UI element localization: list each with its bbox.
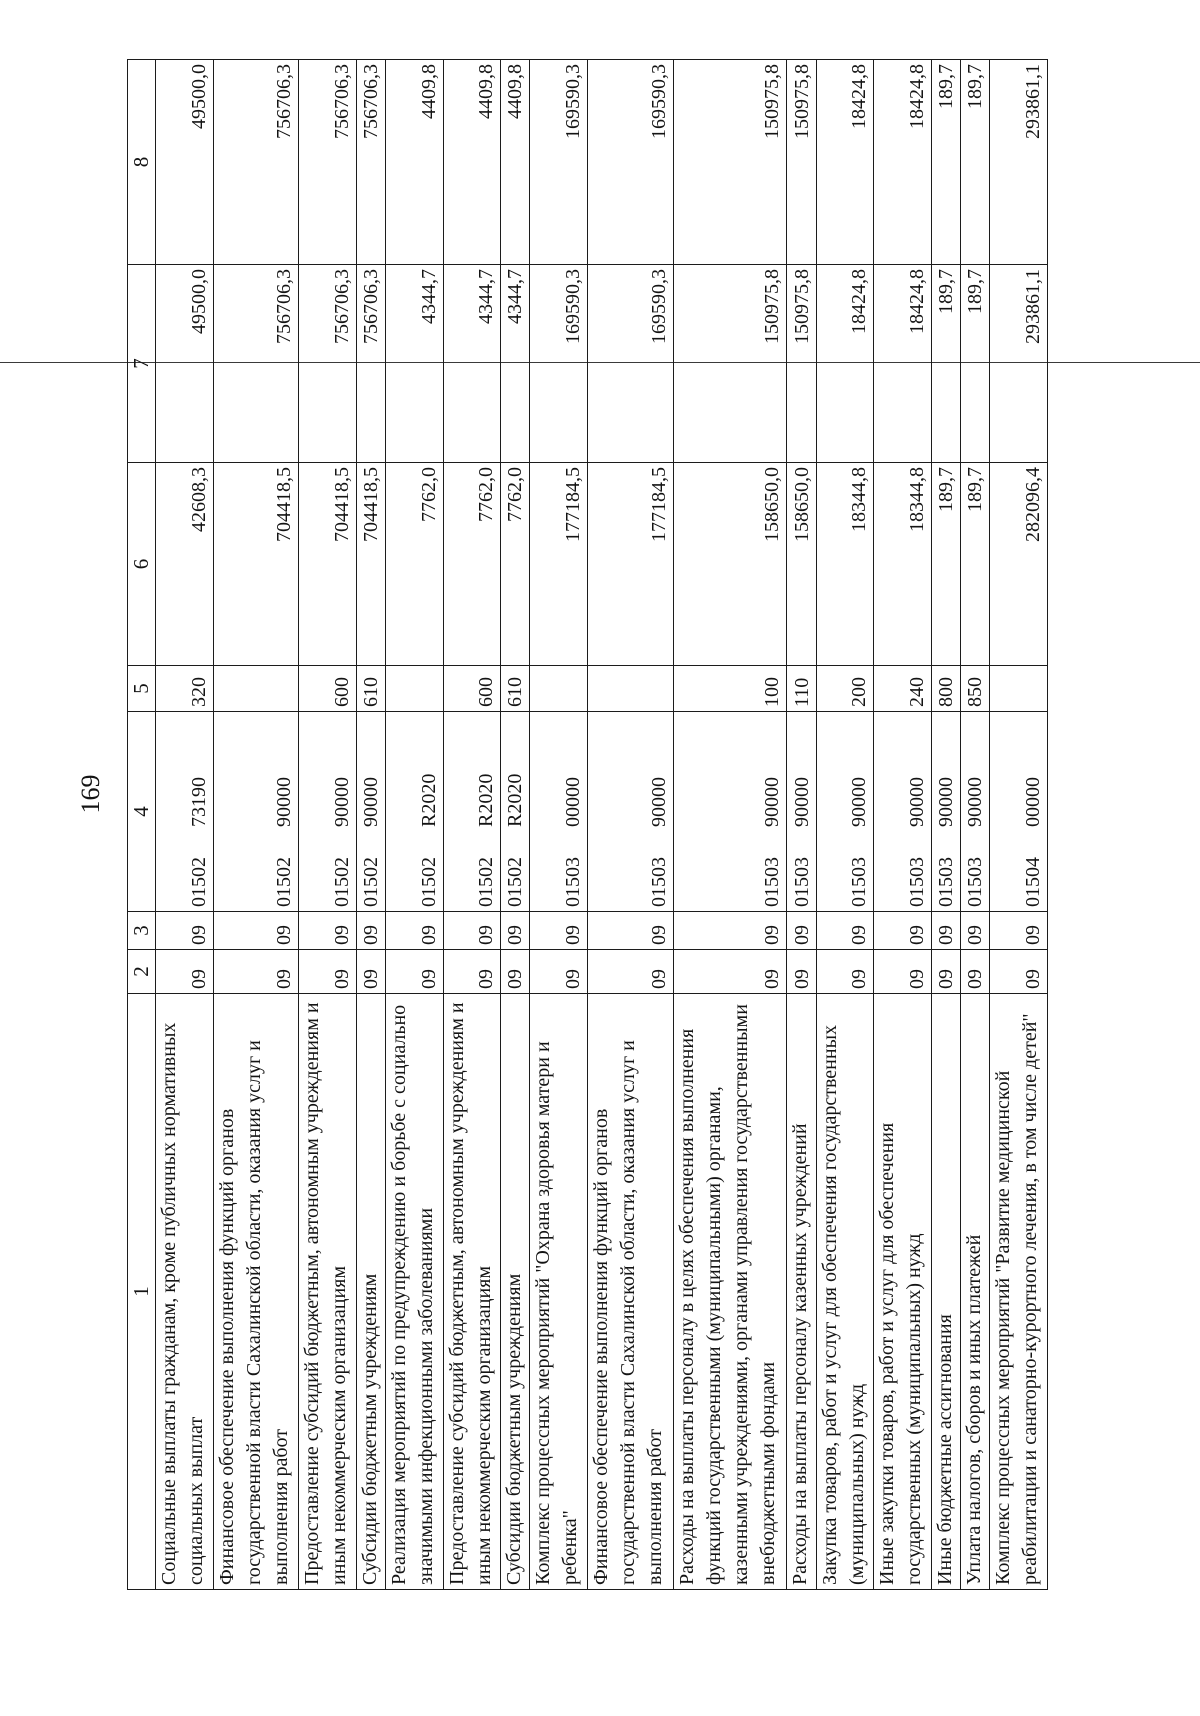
section-code-cell: 09 <box>356 950 385 994</box>
target-article-suffix: 90000 <box>935 777 957 827</box>
amount-year3-cell: 756706,3 <box>356 60 385 265</box>
column-header-4: 4 <box>128 712 156 912</box>
subsection-code-cell: 09 <box>356 912 385 950</box>
column-header-2: 2 <box>128 950 156 994</box>
amount-year2-cell: 756706,3 <box>213 265 299 463</box>
row-name-cell: Комплекс процессных мероприятий "Охрана здоровья матери и ребенка" <box>530 994 588 1590</box>
amount-year3-cell: 189,7 <box>961 60 990 265</box>
expense-type-cell: 800 <box>931 666 960 712</box>
budget-table <box>127 59 1048 1590</box>
target-article-prefix: 01503 <box>561 857 584 907</box>
target-article-prefix: 01502 <box>360 857 382 907</box>
target-article-prefix: 01504 <box>1022 857 1044 907</box>
subsection-code-cell: 09 <box>787 912 816 950</box>
table-row <box>386 60 444 1590</box>
target-article-suffix: R2020 <box>417 773 440 827</box>
row-name-cell: Предоставление субсидий бюджетным, автономным учреждениям и иным некоммерческим организациям <box>299 994 357 1590</box>
expense-type-cell <box>530 666 588 712</box>
section-code-cell: 09 <box>874 950 932 994</box>
target-article-suffix: 90000 <box>848 777 871 827</box>
row-name-cell: Социальные выплаты гражданам, кроме публичных нормативных социальных выплат <box>156 994 214 1590</box>
target-article-suffix: 90000 <box>360 777 382 827</box>
subsection-code-cell: 09 <box>816 912 874 950</box>
target-article-cell <box>386 712 444 912</box>
table-row <box>816 60 874 1590</box>
column-header-8: 8 <box>128 60 156 265</box>
amount-year2-cell: 756706,3 <box>356 265 385 463</box>
column-header-6: 6 <box>128 463 156 666</box>
target-article-prefix: 01502 <box>187 857 210 907</box>
table-row <box>961 60 990 1590</box>
target-article-suffix: 90000 <box>964 777 987 827</box>
amount-year1-cell: 18344,8 <box>874 463 932 666</box>
section-code-cell: 09 <box>816 950 874 994</box>
amount-year2-cell: 169590,3 <box>530 265 588 463</box>
subsection-code-cell: 09 <box>587 912 673 950</box>
target-article-cell <box>990 712 1048 912</box>
subsection-code-cell: 09 <box>990 912 1048 950</box>
table-row <box>990 60 1048 1590</box>
amount-year1-cell: 177184,5 <box>530 463 588 666</box>
target-article-suffix: R2020 <box>475 773 497 827</box>
section-code-cell: 09 <box>530 950 588 994</box>
expense-type-cell: 110 <box>787 666 816 712</box>
table-row <box>530 60 588 1590</box>
row-name-cell: Субсидии бюджетным учреждениям <box>501 994 530 1590</box>
subsection-code-cell: 09 <box>501 912 530 950</box>
amount-year1-cell: 7762,0 <box>501 463 530 666</box>
subsection-code-cell: 09 <box>386 912 444 950</box>
column-header-7: 7 <box>128 265 156 463</box>
section-code-cell: 09 <box>213 950 299 994</box>
amount-year1-cell: 7762,0 <box>386 463 444 666</box>
target-article-prefix: 01502 <box>273 857 296 907</box>
target-article-cell <box>961 712 990 912</box>
section-code-cell: 09 <box>299 950 357 994</box>
target-article-prefix: 01503 <box>964 857 987 907</box>
table-row <box>587 60 673 1590</box>
amount-year3-cell: 293861,1 <box>990 60 1048 265</box>
target-article-cell <box>874 712 932 912</box>
expense-type-cell: 610 <box>356 666 385 712</box>
row-name-cell: Расходы на выплаты персоналу в целях обеспечения выполнения функций государственными (муниципальными) органами, казенными учреждениями, органами управления государственными внебюджетными фондами <box>673 994 787 1590</box>
amount-year1-cell: 7762,0 <box>443 463 501 666</box>
target-article-prefix: 01503 <box>848 857 871 907</box>
amount-year1-cell: 704418,5 <box>299 463 357 666</box>
target-article-prefix: 01502 <box>330 857 353 907</box>
amount-year2-cell: 18424,8 <box>816 265 874 463</box>
section-code-cell: 09 <box>501 950 530 994</box>
amount-year3-cell: 756706,3 <box>299 60 357 265</box>
target-article-cell <box>501 712 530 912</box>
target-article-suffix: 90000 <box>330 777 353 827</box>
subsection-code-cell: 09 <box>961 912 990 950</box>
subsection-code-cell: 09 <box>530 912 588 950</box>
row-name-cell: Финансовое обеспечение выполнения функций органов государственной власти Сахалинской области, оказания услуг и выполнения работ <box>213 994 299 1590</box>
target-article-suffix: 00000 <box>561 777 584 827</box>
target-article-cell <box>673 712 787 912</box>
target-article-cell <box>931 712 960 912</box>
amount-year3-cell: 4409,8 <box>443 60 501 265</box>
table-body <box>156 60 1048 1590</box>
subsection-code-cell: 09 <box>213 912 299 950</box>
subsection-code-cell: 09 <box>299 912 357 950</box>
table-row <box>213 60 299 1590</box>
target-article-suffix: 90000 <box>761 777 784 827</box>
section-code-cell: 09 <box>961 950 990 994</box>
target-article-cell <box>787 712 816 912</box>
amount-year1-cell: 189,7 <box>961 463 990 666</box>
target-article-suffix: 73190 <box>187 777 210 827</box>
target-article-prefix: 01503 <box>790 857 813 907</box>
amount-year3-cell: 18424,8 <box>874 60 932 265</box>
table-row <box>787 60 816 1590</box>
target-article-cell <box>356 712 385 912</box>
amount-year1-cell: 189,7 <box>931 463 960 666</box>
section-code-cell: 09 <box>587 950 673 994</box>
section-code-cell: 09 <box>156 950 214 994</box>
row-name-cell: Уплата налогов, сборов и иных платежей <box>961 994 990 1590</box>
target-article-suffix: 90000 <box>790 777 813 827</box>
amount-year3-cell: 150975,8 <box>787 60 816 265</box>
amount-year1-cell: 177184,5 <box>587 463 673 666</box>
target-article-prefix: 01502 <box>475 857 497 907</box>
amount-year1-cell: 704418,5 <box>356 463 385 666</box>
amount-year1-cell: 158650,0 <box>787 463 816 666</box>
target-article-suffix: 90000 <box>905 777 928 827</box>
section-code-cell: 09 <box>990 950 1048 994</box>
table-row <box>356 60 385 1590</box>
amount-year2-cell: 150975,8 <box>673 265 787 463</box>
header-row <box>128 60 156 1590</box>
target-article-prefix: 01503 <box>761 857 784 907</box>
amount-year2-cell: 169590,3 <box>587 265 673 463</box>
section-code-cell: 09 <box>787 950 816 994</box>
amount-year3-cell: 169590,3 <box>530 60 588 265</box>
amount-year2-cell: 4344,7 <box>386 265 444 463</box>
row-name-cell: Иные закупки товаров, работ и услуг для обеспечения государственных (муниципальных) нужд <box>874 994 932 1590</box>
target-article-suffix: 00000 <box>1022 777 1044 827</box>
target-article-cell <box>156 712 214 912</box>
expense-type-cell: 100 <box>673 666 787 712</box>
row-name-cell: Субсидии бюджетным учреждениям <box>356 994 385 1590</box>
row-name-cell: Реализация мероприятий по предупреждению и борьбе с социально значимыми инфекционными заболеваниями <box>386 994 444 1590</box>
target-article-cell <box>816 712 874 912</box>
section-code-cell: 09 <box>386 950 444 994</box>
amount-year3-cell: 169590,3 <box>587 60 673 265</box>
target-article-prefix: 01503 <box>647 857 670 907</box>
table-row <box>874 60 932 1590</box>
page-number: 169 <box>76 774 105 814</box>
column-header-5: 5 <box>128 666 156 712</box>
amount-year2-cell: 4344,7 <box>443 265 501 463</box>
expense-type-cell: 600 <box>299 666 357 712</box>
amount-year1-cell: 158650,0 <box>673 463 787 666</box>
amount-year2-cell: 189,7 <box>961 265 990 463</box>
row-name-cell: Расходы на выплаты персоналу казенных учреждений <box>787 994 816 1590</box>
target-article-cell <box>443 712 501 912</box>
expense-type-cell <box>386 666 444 712</box>
row-name-cell: Финансовое обеспечение выполнения функций органов государственной власти Сахалинской области, оказания услуг и выполнения работ <box>587 994 673 1590</box>
expense-type-cell <box>587 666 673 712</box>
expense-type-cell: 600 <box>443 666 501 712</box>
subsection-code-cell: 09 <box>931 912 960 950</box>
table-row <box>299 60 357 1590</box>
amount-year2-cell: 49500,0 <box>156 265 214 463</box>
target-article-prefix: 01502 <box>417 857 440 907</box>
rotated-table-wrapper <box>127 60 1048 1590</box>
amount-year3-cell: 189,7 <box>931 60 960 265</box>
target-article-prefix: 01503 <box>905 857 928 907</box>
amount-year3-cell: 4409,8 <box>386 60 444 265</box>
subsection-code-cell: 09 <box>156 912 214 950</box>
expense-type-cell: 200 <box>816 666 874 712</box>
column-header-1: 1 <box>128 994 156 1590</box>
amount-year1-cell: 282096,4 <box>990 463 1048 666</box>
target-article-suffix: 90000 <box>647 777 670 827</box>
amount-year3-cell: 756706,3 <box>213 60 299 265</box>
table-row <box>931 60 960 1590</box>
subsection-code-cell: 09 <box>874 912 932 950</box>
amount-year1-cell: 704418,5 <box>213 463 299 666</box>
amount-year3-cell: 18424,8 <box>816 60 874 265</box>
target-article-suffix: 90000 <box>273 777 296 827</box>
section-code-cell: 09 <box>931 950 960 994</box>
expense-type-cell: 850 <box>961 666 990 712</box>
target-article-cell <box>587 712 673 912</box>
column-header-3: 3 <box>128 912 156 950</box>
table-row <box>443 60 501 1590</box>
target-article-suffix: R2020 <box>504 773 527 827</box>
target-article-prefix: 01502 <box>504 857 527 907</box>
subsection-code-cell: 09 <box>673 912 787 950</box>
row-name-cell: Предоставление субсидий бюджетным, автономным учреждениям и иным некоммерческим организациям <box>443 994 501 1590</box>
amount-year3-cell: 150975,8 <box>673 60 787 265</box>
amount-year1-cell: 18344,8 <box>816 463 874 666</box>
amount-year3-cell: 4409,8 <box>501 60 530 265</box>
amount-year2-cell: 189,7 <box>931 265 960 463</box>
row-name-cell: Иные бюджетные ассигнования <box>931 994 960 1590</box>
expense-type-cell: 240 <box>874 666 932 712</box>
target-article-prefix: 01503 <box>935 857 957 907</box>
expense-type-cell <box>990 666 1048 712</box>
row-name-cell: Закупка товаров, работ и услуг для обеспечения государственных (муниципальных) нужд <box>816 994 874 1590</box>
amount-year2-cell: 150975,8 <box>787 265 816 463</box>
table-row <box>673 60 787 1590</box>
target-article-cell <box>299 712 357 912</box>
row-name-cell: Комплекс процессных мероприятий "Развитие медицинской реабилитации и санаторно-курортного лечения, в том числе детей" <box>990 994 1048 1590</box>
amount-year2-cell: 756706,3 <box>299 265 357 463</box>
amount-year2-cell: 18424,8 <box>874 265 932 463</box>
amount-year2-cell: 293861,1 <box>990 265 1048 463</box>
amount-year1-cell: 42608,3 <box>156 463 214 666</box>
expense-type-cell: 320 <box>156 666 214 712</box>
target-article-cell <box>530 712 588 912</box>
amount-year3-cell: 49500,0 <box>156 60 214 265</box>
amount-year2-cell: 4344,7 <box>501 265 530 463</box>
section-code-cell: 09 <box>673 950 787 994</box>
target-article-cell <box>213 712 299 912</box>
expense-type-cell: 610 <box>501 666 530 712</box>
subsection-code-cell: 09 <box>443 912 501 950</box>
table-row <box>156 60 214 1590</box>
section-code-cell: 09 <box>443 950 501 994</box>
table-row <box>501 60 530 1590</box>
expense-type-cell <box>213 666 299 712</box>
